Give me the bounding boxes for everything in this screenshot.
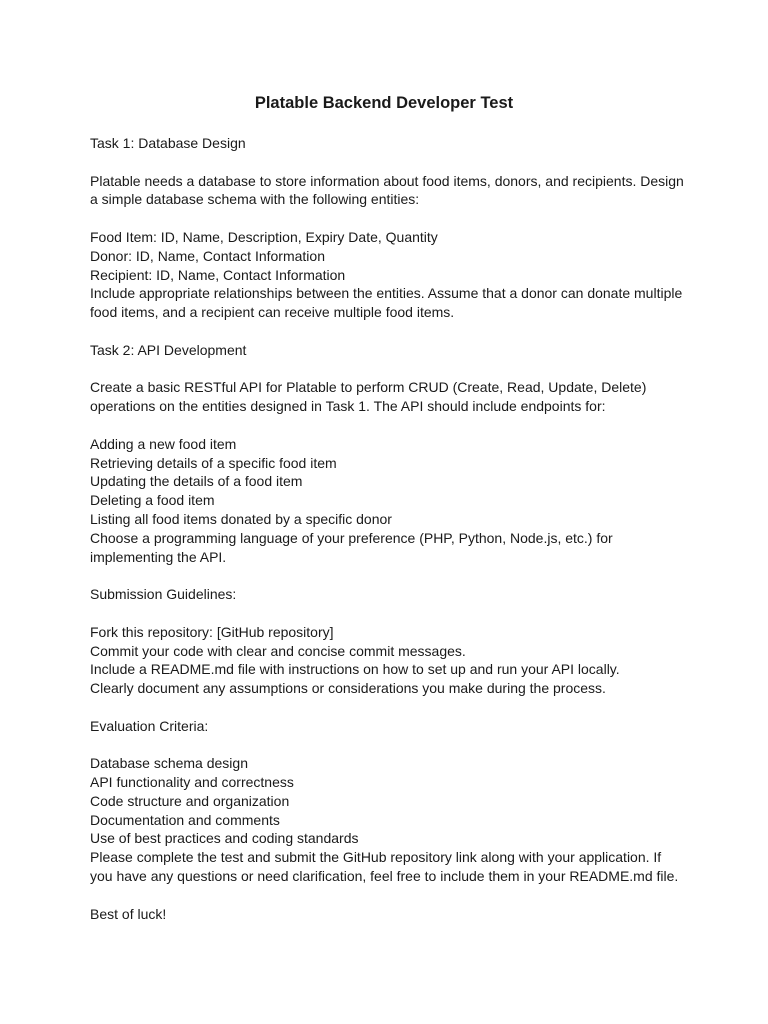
closing-line: you have any questions or need clarification, feel free to include them in your README.md file. <box>90 868 679 885</box>
signoff: Best of luck! <box>90 905 167 922</box>
endpoint-item: Adding a new food item <box>90 435 237 452</box>
evaluation-list <box>90 754 690 886</box>
evaluation-item: Use of best practices and coding standards <box>90 830 359 847</box>
task2-intro <box>90 378 690 416</box>
entity-food-item: Food Item: ID, Name, Description, Expiry Date, Quantity <box>90 228 438 245</box>
endpoint-item: Listing all food items donated by a specific donor <box>90 510 392 527</box>
submission-item: Commit your code with clear and concise commit messages. <box>90 642 466 659</box>
evaluation-item: Database schema design <box>90 755 248 772</box>
task1-intro <box>90 172 690 210</box>
closing-line: Please complete the test and submit the GitHub repository link along with your application. If <box>90 849 662 866</box>
language-line: implementing the API. <box>90 548 227 565</box>
document-body <box>90 134 690 923</box>
entity-recipient: Recipient: ID, Name, Contact Information <box>90 266 346 283</box>
task2-intro-line: Create a basic RESTful API for Platable to perform CRUD (Create, Read, Update, Delete) <box>90 379 647 396</box>
entity-donor: Donor: ID, Name, Contact Information <box>90 247 325 264</box>
task1-intro-line: Platable needs a database to store information about food items, donors, and recipients. Design <box>90 172 684 189</box>
submission-item: Fork this repository: [GitHub repository] <box>90 623 334 640</box>
evaluation-item: API functionality and correctness <box>90 774 294 791</box>
submission-item: Include a README.md file with instructions on how to set up and run your API locally. <box>90 661 620 678</box>
relationships-line: Include appropriate relationships between the entities. Assume that a donor can donate multiple <box>90 285 683 302</box>
endpoint-item: Deleting a food item <box>90 492 215 509</box>
submission-heading: Submission Guidelines: <box>90 586 237 603</box>
task1-heading: Task 1: Database Design <box>90 135 246 151</box>
endpoint-item: Updating the details of a food item <box>90 473 303 490</box>
task2-intro-line: operations on the entities designed in Task 1. The API should include endpoints for: <box>90 398 606 415</box>
endpoint-item: Retrieving details of a specific food item <box>90 454 337 471</box>
task2-heading: Task 2: API Development <box>90 341 247 358</box>
evaluation-item: Documentation and comments <box>90 811 280 828</box>
task2-endpoints <box>90 435 690 567</box>
evaluation-heading: Evaluation Criteria: <box>90 717 209 734</box>
submission-list <box>90 623 690 698</box>
language-line: Choose a programming language of your preference (PHP, Python, Node.js, etc.) for <box>90 529 613 546</box>
evaluation-item: Code structure and organization <box>90 792 290 809</box>
document-title: Platable Backend Developer Test <box>254 94 514 112</box>
relationships-line: food items, and a recipient can receive multiple food items. <box>90 304 455 321</box>
submission-item: Clearly document any assumptions or considerations you make during the process. <box>90 680 606 697</box>
task1-entities <box>90 228 690 322</box>
task1-intro-line: a simple database schema with the following entities: <box>90 191 420 208</box>
